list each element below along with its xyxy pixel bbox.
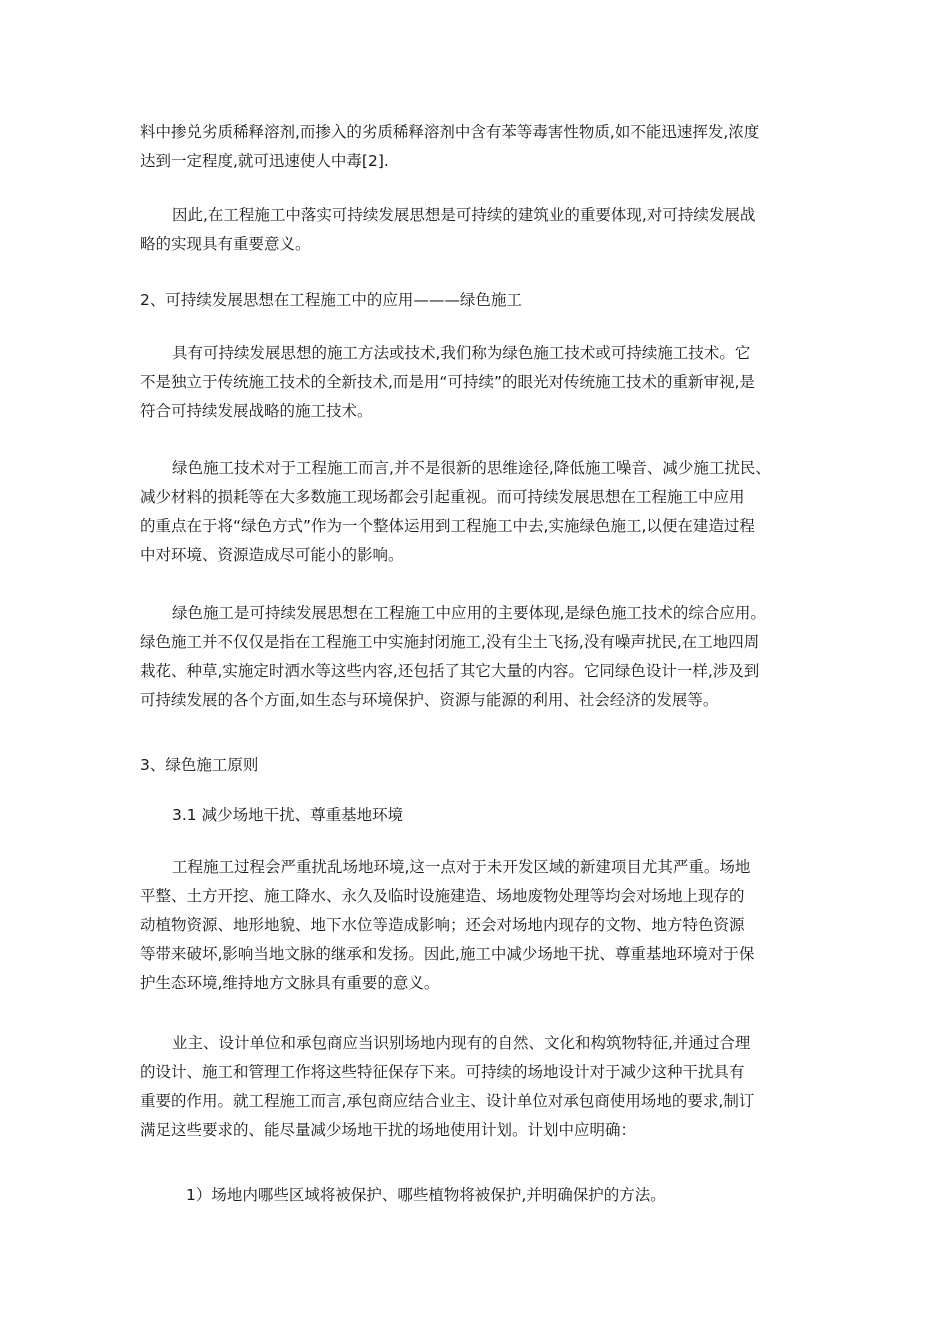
text-line: 达到一定程度,就可迅速使人中毒[2].	[140, 152, 389, 170]
subsection-heading-3-1: 3.1 减少场地干扰、尊重基地环境	[172, 806, 404, 824]
text-line: 符合可持续发展战略的施工技术。	[140, 402, 373, 420]
text-line: 平整、土方开挖、施工降水、永久及临时设施建造、场地废物处理等均会对场地上现存的	[140, 887, 745, 905]
text-line: 栽花、种草,实施定时洒水等这些内容,还包括了其它大量的内容。它同绿色设计一样,涉及到	[140, 662, 760, 680]
paragraph-green-vs	[140, 454, 820, 570]
paragraph-site	[140, 853, 820, 998]
text-line: 业主、设计单位和承包商应当识别场地内现有的自然、文化和构筑物特征,并通过合理	[172, 1034, 751, 1052]
text-line: 不是独立于传统施工技术的全新技术,而是用“可持续”的眼光对传统施工技术的重新审视,是	[140, 373, 755, 391]
text-line: 中对环境、资源造成尽可能小的影响。	[140, 546, 404, 564]
text-line: 绿色施工是可持续发展思想在工程施工中应用的主要体现,是绿色施工技术的综合应用。	[172, 604, 766, 622]
list-item-1: 1）场地内哪些区域将被保护、哪些植物将被保护,并明确保护的方法。	[186, 1186, 666, 1204]
paragraph-green-main	[140, 599, 820, 715]
paragraph-intro	[140, 118, 820, 176]
paragraph-green-tech	[140, 339, 820, 426]
text-line: 重要的作用。就工程施工而言,承包商应结合业主、设计单位对承包商使用场地的要求,制订	[140, 1092, 755, 1110]
text-line: 具有可持续发展思想的施工方法或技术,我们称为绿色施工技术或可持续施工技术。它	[172, 344, 751, 362]
section-heading-2: 2、可持续发展思想在工程施工中的应用———绿色施工	[140, 291, 522, 309]
text-line: 因此,在工程施工中落实可持续发展思想是可持续的建筑业的重要体现,对可持续发展战	[172, 206, 756, 224]
text-line: 料中掺兑劣质稀释溶剂,而掺入的劣质稀释溶剂中含有苯等毒害性物质,如不能迅速挥发,浓度	[140, 123, 760, 141]
paragraph-therefore	[140, 201, 820, 259]
text-line: 绿色施工技术对于工程施工而言,并不是很新的思维途径,降低施工噪音、减少施工扰民、	[172, 459, 771, 477]
text-line: 工程施工过程会严重扰乱场地环境,这一点对于未开发区域的新建项目尤其严重。场地	[172, 858, 751, 876]
text-line: 的设计、施工和管理工作将这些特征保存下来。可持续的场地设计对于减少这种干扰具有	[140, 1063, 745, 1081]
text-line: 减少材料的损耗等在大多数施工现场都会引起重视。而可持续发展思想在工程施工中应用	[140, 488, 745, 506]
text-line: 动植物资源、地形地貌、地下水位等造成影响；还会对场地内现存的文物、地方特色资源	[140, 916, 745, 934]
text-line: 略的实现具有重要意义。	[140, 235, 311, 253]
text-line: 护生态环境,维持地方文脉具有重要的意义。	[140, 974, 440, 992]
text-line: 绿色施工并不仅仅是指在工程施工中实施封闭施工,没有尘土飞扬,没有噪声扰民,在工地四周	[140, 633, 760, 651]
text-line: 等带来破坏,影响当地文脉的继承和发扬。因此,施工中减少场地干扰、尊重基地环境对于保	[140, 945, 755, 963]
text-line: 可持续发展的各个方面,如生态与环境保护、资源与能源的利用、社会经济的发展等。	[140, 691, 719, 709]
section-heading-3: 3、绿色施工原则	[140, 756, 259, 774]
paragraph-owner	[140, 1029, 820, 1145]
text-line: 的重点在于将“绿色方式”作为一个整体运用到工程施工中去,实施绿色施工,以便在建造过程	[140, 517, 755, 535]
text-line: 满足这些要求的、能尽量减少场地干扰的场地使用计划。计划中应明确：	[140, 1121, 637, 1139]
